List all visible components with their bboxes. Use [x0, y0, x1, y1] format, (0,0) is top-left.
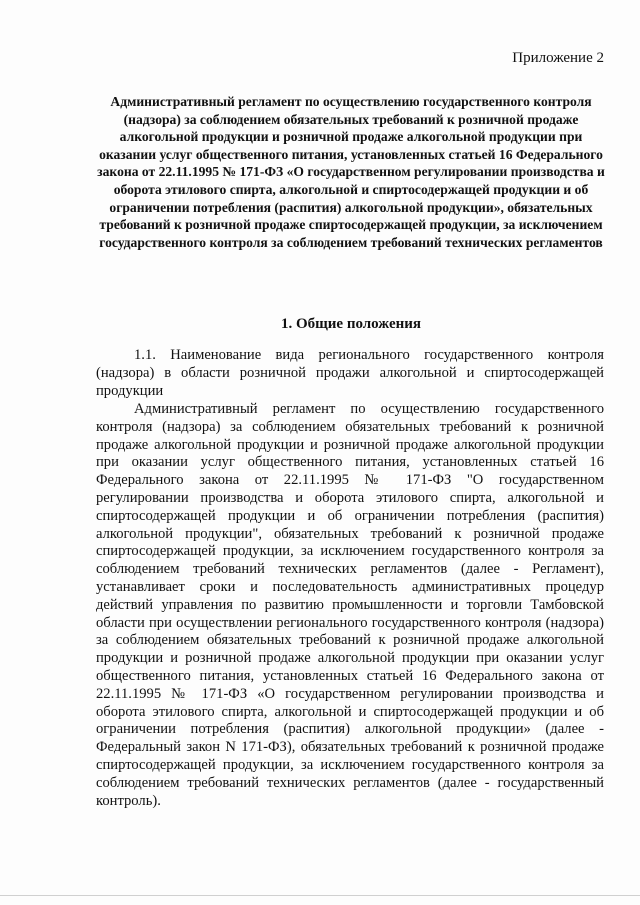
scan-edge-line — [0, 895, 640, 896]
section-heading: 1. Общие положения — [280, 316, 422, 332]
paragraph-1-1: 1.1. Наименование вида регионального государственного контроля (надзора) в области розничной продажи алкогольной и спиртосодержащей продукции — [96, 347, 604, 399]
document-title: Административный регламент по осуществлению государственного контроля (надзора) за соблюдением обязательных требований к розничной продаже алкогольной продукции и розничной продаже алкогольной продукции при оказании услуг общественного питания, установленных статьей 16 Федерального закона от 22.11.1995 № 171-ФЗ «О государственном регулировании производства и оборота этилового спирта, алкогольной и спиртосодержащей продукции и об ограничении потребления (распития) алкогольной продукции», обязательных требований к розничной продаже спиртосодержащей продукции, за исключением государственного контроля за соблюдением требований технических регламентов — [97, 94, 605, 250]
appendix-label: Приложение 2 — [512, 50, 604, 66]
paragraph-regulation-body: Административный регламент по осуществлению государственного контроля (надзора) за соблюдением обязательных требований к розничной продаже алкогольной продукции и розничной продаже алкогольной продукции при оказании услуг общественного питания, установленных статьей 16 Федерального закона от 22.11.1995 № 171-ФЗ "О государственном регулировании производства и оборота этилового спирта, алкогольной и спиртосодержащей продукции и об ограничении потребления (распития) алкогольной продукции", обязательных требований к розничной продаже спиртосодержащей продукции, за исключением государственного контроля за соблюдением требований технических регламентов (далее - Регламент), устанавливает сроки и последовательность административных процедур действий управления по развитию промышленности и торговли Тамбовской области при осуществлении регионального государственного контроля (надзора) за соблюдением обязательных требований к розничной продаже алкогольной продукции и розничной продаже алкогольной продукции при оказании услуг общественного питания, установленных статьей 16 Федерального закона от 22.11.1995 № 171-ФЗ «О государственном регулировании производства и оборота этилового спирта, алкогольной и спиртосодержащей продукции и об ограничении потребления (распития) алкогольной продукции» (далее - Федеральный закон N 171-ФЗ), обязательных требований к розничной продаже спиртосодержащей продукции, за исключением государственного контроля за соблюдением требований технических регламентов (далее - государственный контроль). — [96, 401, 604, 809]
